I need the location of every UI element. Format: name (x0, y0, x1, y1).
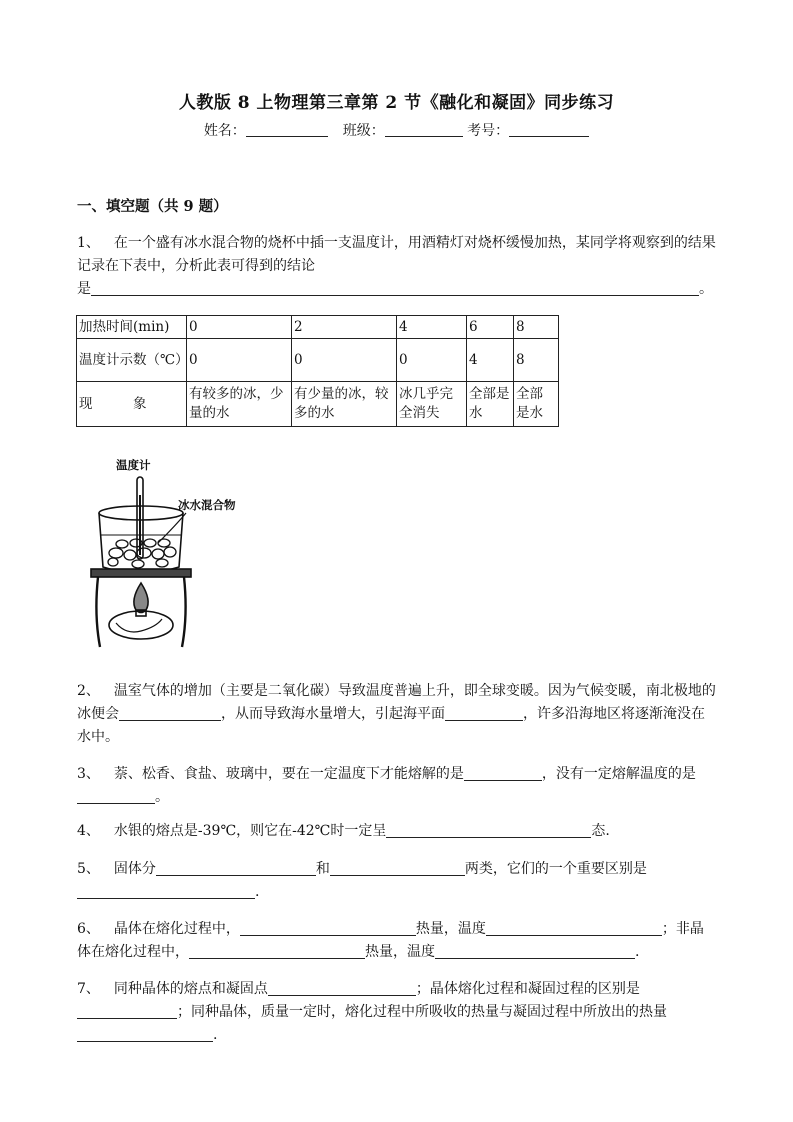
table-cell: 6 (467, 316, 514, 339)
q5-text-3: 两类，它们的一个重要区别是 (464, 861, 647, 877)
q3-number: 3、 (77, 766, 100, 782)
q6-end: . (635, 944, 640, 960)
table-row (77, 339, 559, 382)
q3-blank-1[interactable] (464, 765, 542, 781)
q1-blank[interactable] (91, 280, 699, 296)
q1-text-2: 是 (77, 281, 91, 297)
q5-end: . (255, 884, 260, 900)
q7-text: 同种晶体的熔点和凝固点 (113, 981, 268, 997)
q6-blank-3[interactable] (189, 943, 365, 959)
q6-blank-4[interactable] (435, 943, 635, 959)
q4-text: 水银的熔点是-39℃，则它在-42℃时一定呈 (113, 823, 387, 839)
q3-end: 。 (155, 789, 169, 805)
table-cell: 0 (187, 339, 292, 382)
table-cell: 有少量的冰，较多的水 (292, 382, 397, 427)
q3-blank-2[interactable] (77, 788, 155, 804)
id-label: 考号： (467, 123, 510, 139)
apparatus-figure (86, 455, 286, 655)
q7-end: . (213, 1027, 218, 1043)
q7-text-3: ；同种晶体，质量一定时，熔化过程中所吸收的热量与凝固过程中所放出的热量 (177, 1004, 667, 1020)
q2-text-3: ，许多沿海地区将逐渐淹没在水中。 (77, 706, 705, 745)
page-title: 人教版 8 上物理第三章第 2 节《融化和凝固》同步练习 (178, 93, 615, 113)
q2-text-2: ，从而导致海水量增大，引起海平面 (221, 706, 445, 722)
q5-blank-2[interactable] (330, 860, 465, 876)
row-header: 温度计示数（℃） (77, 339, 187, 382)
table-cell: 0 (292, 339, 397, 382)
section-heading: 一、填空题（共 9 题） (77, 198, 228, 215)
question-4 (77, 820, 717, 843)
name-blank[interactable] (246, 122, 328, 137)
q1-end: 。 (699, 281, 713, 297)
table-cell: 8 (514, 316, 559, 339)
table-cell: 8 (514, 339, 559, 382)
q4-blank[interactable] (386, 822, 591, 838)
q6-text-3: ；非晶体在熔化过程中， (77, 921, 704, 960)
row-header: 加热时间(min) (77, 316, 187, 339)
q2-blank-1[interactable] (119, 705, 221, 721)
q7-blank-1[interactable] (268, 980, 416, 996)
q3-text-2: ，没有一定熔解温度的是 (541, 766, 696, 782)
table-cell: 0 (397, 339, 467, 382)
table-row (77, 382, 559, 427)
q4-number: 4、 (77, 823, 100, 839)
q7-text-2: ；晶体熔化过程和凝固过程的区别是 (415, 981, 640, 997)
q1-text: 在一个盛有冰水混合物的烧杯中插一支温度计，用酒精灯对烧杯缓慢加热，某同学将观察到的结果记录在下表中，分析此表可得到的结论 (77, 235, 716, 274)
q6-text: 晶体在熔化过程中， (113, 921, 240, 937)
q3-text: 萘、松香、食盐、玻璃中，要在一定温度下才能熔解的是 (113, 766, 464, 782)
q6-blank-1[interactable] (240, 920, 416, 936)
q2-number: 2、 (77, 683, 100, 699)
thermometer-label: 温度计 (116, 458, 151, 472)
q7-blank-3[interactable] (77, 1026, 213, 1042)
table-row (77, 316, 559, 339)
q6-blank-2[interactable] (486, 920, 662, 936)
table-cell: 全部是水 (514, 382, 559, 427)
name-label: 姓名： (203, 123, 246, 139)
table-cell: 2 (292, 316, 397, 339)
table-cell: 全部是水 (467, 382, 514, 427)
q5-text: 固体分 (113, 861, 156, 877)
q2-blank-2[interactable] (445, 705, 523, 721)
table-cell: 0 (187, 316, 292, 339)
question-1 (77, 232, 717, 301)
question-5 (77, 858, 717, 904)
q1-number: 1、 (77, 235, 100, 251)
question-3 (77, 763, 717, 809)
table-cell: 冰几乎完全消失 (397, 382, 467, 427)
row-header: 现 象 (77, 382, 187, 427)
q6-number: 6、 (77, 921, 100, 937)
table-cell: 4 (467, 339, 514, 382)
question-6 (77, 918, 717, 964)
beaker-burner-illustration (86, 455, 286, 655)
question-2 (77, 680, 717, 749)
q5-text-2: 和 (315, 861, 330, 877)
q2-text: 温室气体的增加（主要是二氧化碳）导致温度普遍上升，即全球变暖。因为气候变暖，南北极地的冰便会 (77, 683, 716, 722)
data-table (76, 315, 559, 427)
q5-blank-3[interactable] (77, 883, 255, 899)
student-info-line (0, 120, 793, 140)
mixture-label: 冰水混合物 (178, 498, 236, 512)
q4-end: 态. (591, 823, 610, 839)
q7-number: 7、 (77, 981, 100, 997)
table-cell: 4 (397, 316, 467, 339)
q7-blank-2[interactable] (77, 1003, 177, 1019)
q6-text-4: 热量，温度 (365, 944, 435, 960)
q5-number: 5、 (77, 861, 100, 877)
q5-blank-1[interactable] (156, 860, 316, 876)
class-label: 班级： (342, 123, 385, 139)
id-blank[interactable] (509, 122, 589, 137)
table-cell: 有较多的冰，少量的水 (187, 382, 292, 427)
question-7 (77, 978, 717, 1047)
q6-text-2: 热量，温度 (415, 921, 486, 937)
class-blank[interactable] (385, 122, 463, 137)
